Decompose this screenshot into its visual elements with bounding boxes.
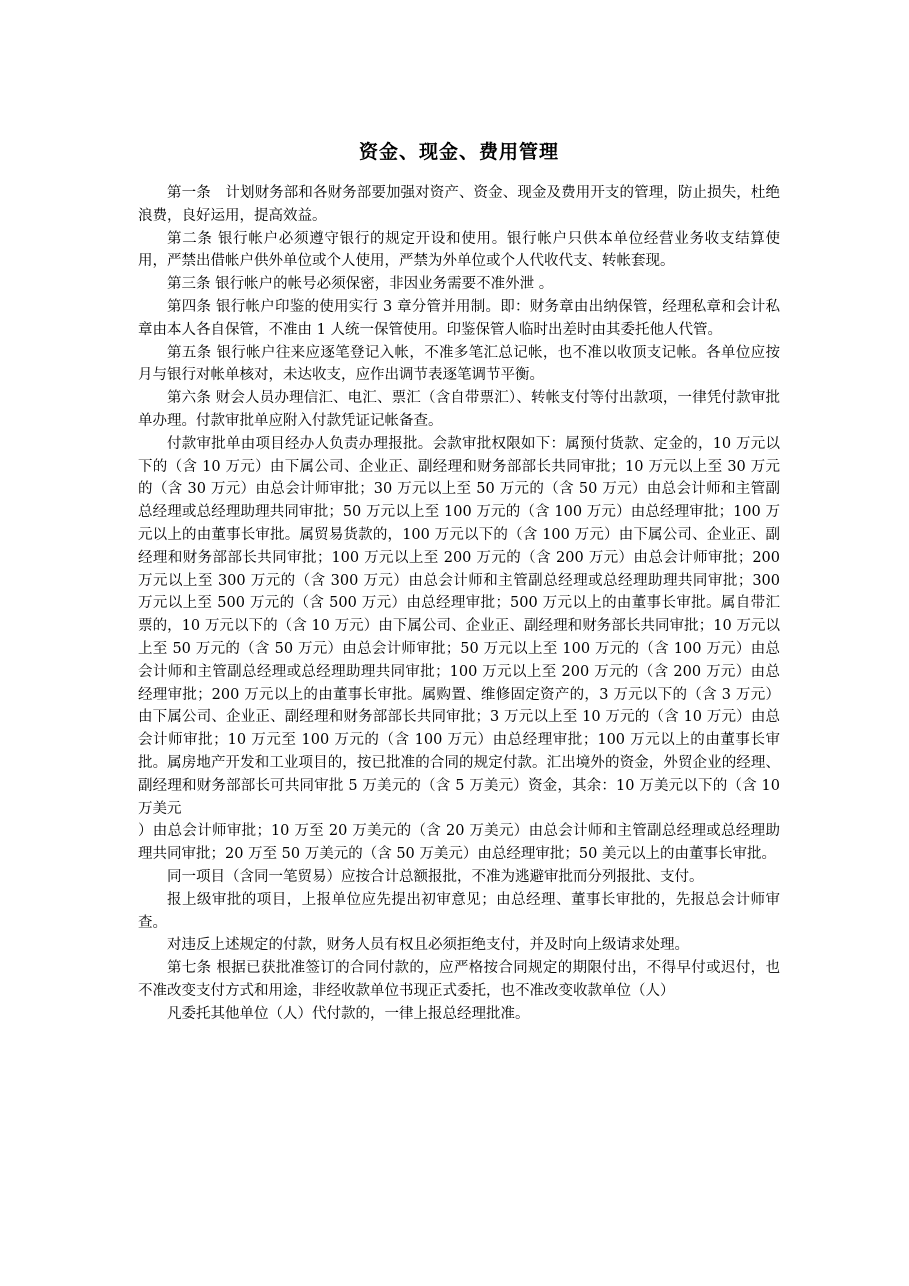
paragraph-article-1: 第一条 计划财务部和各财务部要加强对资产、资金、现金及费用开支的管理，防止损失，杜绝浪费，良好运用，提高效益。 [138, 185, 780, 224]
paragraph-article-2: 第二条 银行帐户必须遵守银行的规定开设和使用。银行帐户只供本单位经营业务收支结算使用，严禁出借帐户供外单位或个人使用，严禁为外单位或个人代收代支、转帐套现。 [138, 230, 780, 270]
paragraph-entrusted-payment: 凡委托其他单位（人）代付款的，一律上报总经理批准。 [167, 1005, 530, 1022]
paragraph-superior-approval: 报上级审批的项目，上报单位应先提出初审意见；由总经理、董事长审批的，先报总会计师审查。 [138, 891, 780, 931]
paragraph-same-project: 同一项目（含同一笔贸易）应按合计总额报批，不准为逃避审批而分列报批、支付。 [167, 868, 704, 885]
paragraph-article-3: 第三条 银行帐户的帐号必须保密，非因业务需要不准外泄 。 [167, 276, 554, 293]
paragraph-approval-limits-continued: ）由总会计师审批；10 万至 20 万美元的（含 20 万美元）由总会计师和主管副总经理或总经理助理共同审批；20 万至 50 万美元的（含 50 万美元）由总经理审批；50 美元以上的由董事长审批。 [138, 823, 780, 863]
document-title: 资金、现金、费用管理 [358, 141, 559, 163]
paragraph-article-6: 第六条 财会人员办理信汇、电汇、票汇（含自带票汇）、转帐支付等付出款项，一律凭付款审批单办理。付款审批单应附入付款凭证记帐备查。 [138, 390, 780, 429]
document-page [138, 138, 780, 1025]
paragraph-article-5: 第五条 银行帐户往来应逐笔登记入帐，不准多笔汇总记帐，也不准以收顶支记帐。各单位应按月与银行对帐单核对，未达收支，应作出调节表逐笔调节平衡。 [138, 344, 780, 384]
paragraph-article-4: 第四条 银行帐户印鉴的使用实行 3 章分管并用制。即：财务章由出纳保管，经理私章和会计私章由本人各自保管，不准由 1 人统一保管使用。印鉴保管人临时出差时由其委托他人代管。 [138, 298, 780, 338]
paragraph-approval-limits: 付款审批单由项目经办人负责办理报批。会款审批权限如下：属预付货款、定金的，10 万元以下的（含 10 万元）由下属公司、企业正、副经理和财务部部长共同审批；10 万元以上至 30 万元的（含 30 万元）由总会计师审批；30 万元以上至 50 万元的（含 50 万元）由总会计师和主管副总经理或总经理助理共同审批；50 万元以上至 100 万元的（含 100 万元）由总经理审批；100 万元以上的由董事长审批。属贸易货款的，100 万元以下的（含 100 万元）由下属公司、企业正、副经理和财务部部长共同审批；100 万元以上至 200 万元的（含 200 万元）由总会计师审批；200 万元以上至 300 万元的（含 300 万元）由总会计师和主管副总经理或总经理助理共同审批；300 万元以上至 500 万元的（含 500 万元）由总经理审批；500 万元以上的由董事长审批。属自带汇票的，10 万元以下的（含 10 万元）由下属公司、企业正、副经理和财务部长共同审批；10 万元以上至 50 万元的（含 50 万元）由总会计师审批；50 万元以上至 100 万元的（含 100 万元）由总会计师和主管副总经理或总经理助理共同审批；100 万元以上至 200 万元的（含 200 万元）由总经理审批；200 万元以上的由董事长审批。属购置、维修固定资产的，3 万元以下的（含 3 万元）由下属公司、企业正、副经理和财务部部长共同审批；3 万元以上至 10 万元的（含 10 万元）由总会计师审批；10 万元至 100 万元的（含 100 万元）由总经理审批；100 万元以上的由董事长审批。属房地产开发和工业项目的，按已批准的合同的规定付款。汇出境外的资金，外贸企业的经理、副经理和财务部部长可共同审批 5 万美元的（含 5 万美元）资金，其余：10 万美元以下的（含 10 万美元 [138, 435, 780, 817]
paragraph-article-7: 第七条 根据已获批准签订的合同付款的，应严格按合同规定的期限付出，不得早付或迟付，也不准改变支付方式和用途，非经收款单位书现正式委托，也不准改变收款单位（人） [138, 960, 780, 999]
paragraph-violation: 对违反上述规定的付款，财务人员有权且必须拒绝支付，并及时向上级请求处理。 [167, 937, 689, 954]
